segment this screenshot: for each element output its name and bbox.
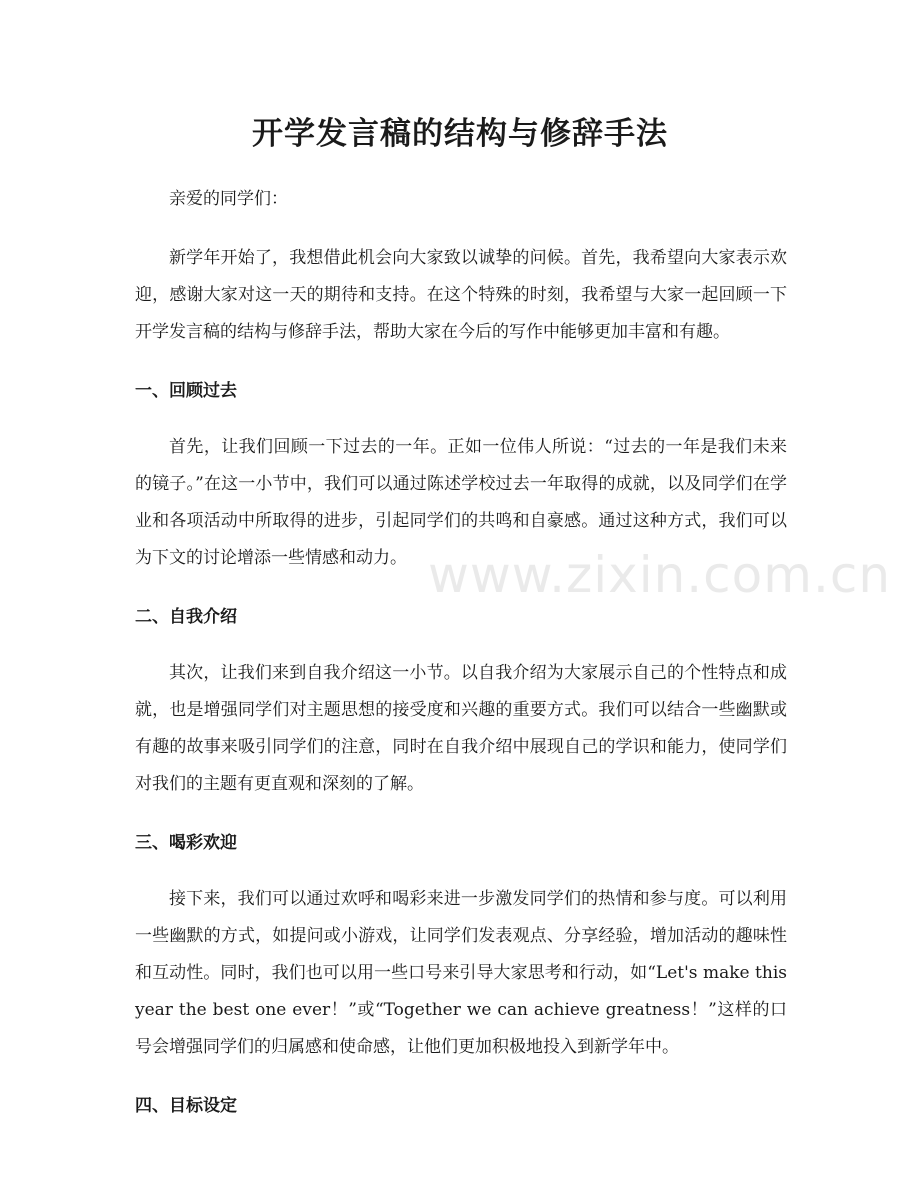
watermark: www.zixin.com.cn [428,546,892,604]
section-heading-goals: 四、目标设定 [135,1096,237,1116]
document-body [135,181,787,1144]
section-text-self-intro: 其次，让我们来到自我介绍这一小节。以自我介绍为大家展示自己的个性特点和成就，也是增强同学们对主题思想的接受度和兴趣的重要方式。我们可以结合一些幽默或有趣的故事来吸引同学们的注意，同时在自我介绍中展现自己的学识和能力，使同学们对我们的主题有更直观和深刻的了解。 [135,663,787,794]
intro-paragraph: 新学年开始了，我想借此机会向大家致以诚挚的问候。首先，我希望向大家表示欢迎，感谢大家对这一天的期待和支持。在这个特殊的时刻，我希望与大家一起回顾一下开学发言稿的结构与修辞手法，帮助大家在今后的写作中能够更加丰富和有趣。 [135,248,787,342]
document-title: 开学发言稿的结构与修辞手法 [252,116,668,152]
greeting: 亲爱的同学们： [169,189,288,209]
section-heading-self-intro: 二、自我介绍 [135,607,237,627]
section-text-review: 首先，让我们回顾一下过去的一年。正如一位伟人所说：“过去的一年是我们未来的镜子。”在这一小节中，我们可以通过陈述学校过去一年取得的成就，以及同学们在学业和各项活动中所取得的进步，引起同学们的共鸣和自豪感。通过这种方式，我们可以为下文的讨论增添一些情感和动力。 [135,437,787,568]
section-heading-cheer: 三、喝彩欢迎 [135,833,237,853]
section-heading-review: 一、回顾过去 [135,381,237,401]
section-text-cheer: 接下来，我们可以通过欢呼和喝彩来进一步激发同学们的热情和参与度。可以利用一些幽默的方式，如提问或小游戏，让同学们发表观点、分享经验，增加活动的趣味性和互动性。同时，我们也可以用一些口号来引导大家思考和行动，如“Let's make this year the best one ever！”或“Together we can achieve greatness！”这样的口号会增强同学们的归属感和使命感，让他们更加积极地投入到新学年中。 [135,889,787,1057]
